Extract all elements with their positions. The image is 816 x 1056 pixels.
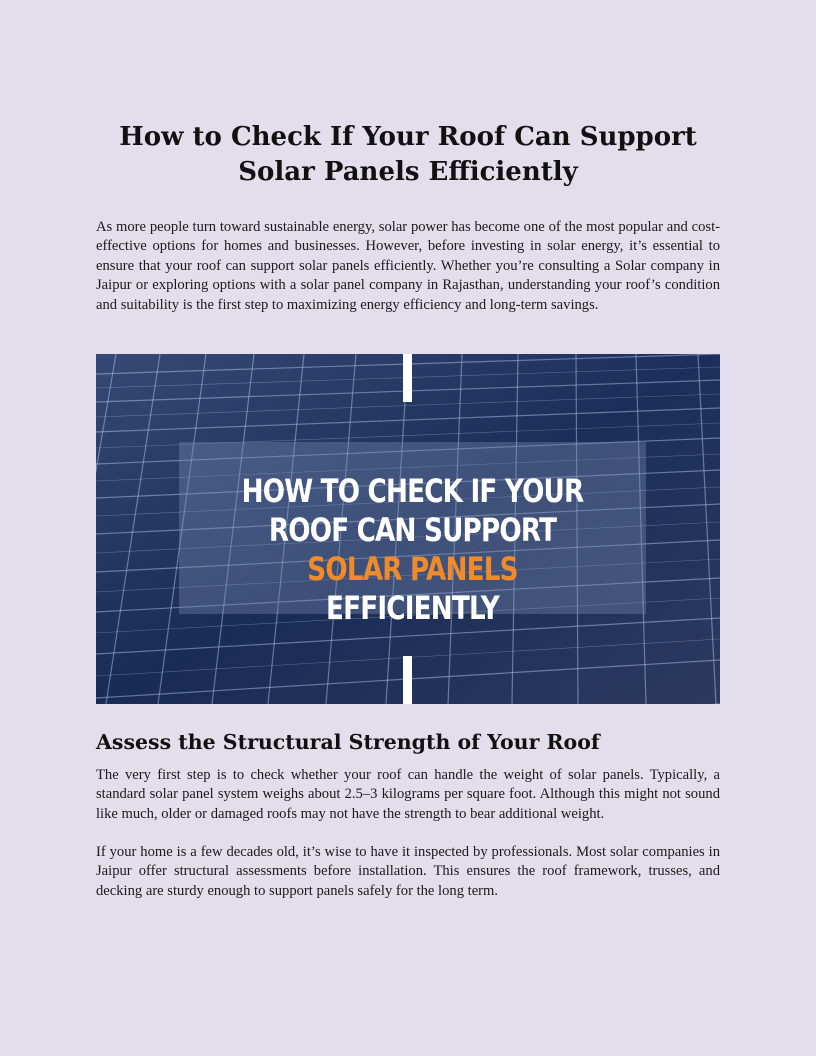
hero-line-2: ROOF CAN SUPPORT xyxy=(268,511,557,549)
hero-divider-bottom xyxy=(403,656,412,704)
section-paragraph-2: If your home is a few decades old, it’s wise to have it inspected by professionals. Most solar companies in Jaipur offer structural assessments before installation. This ensures the roof framework, trusses, and decking are sturdy enough to support panels safely for the long term. xyxy=(96,844,720,899)
hero-divider-top xyxy=(403,354,412,402)
hero-line-1: HOW TO CHECK IF YOUR xyxy=(241,472,584,510)
intro-paragraph: As more people turn toward sustainable energy, solar power has become one of the most popular and cost-effective options for homes and businesses. However, before investing in solar energy, it’s essential to ensure that your roof can support solar panels efficiently. Whether you’re consulting a Solar company in Jaipur or exploring options with a solar panel company in Rajasthan, understanding your roof’s condition and suitability is the first step to maximizing energy efficiency and long-term savings. xyxy=(96,219,720,313)
page-title: How to Check If Your Roof Can Support Solar Panels Efficiently xyxy=(119,122,697,187)
hero-image xyxy=(96,354,720,704)
section-heading: Assess the Structural Strength of Your Roof xyxy=(96,730,600,754)
hero-accent-text: SOLAR PANELS xyxy=(307,550,518,588)
hero-headline xyxy=(221,472,604,628)
section-paragraph-1: The very first step is to check whether your roof can handle the weight of solar panels. Typically, a standard solar panel system weighs about 2.5–3 kilograms per square foot. Although this might not sound like much, older or damaged roofs may not have the strength to bear additional weight. xyxy=(96,767,720,822)
hero-line-3 xyxy=(221,550,604,628)
hero-line-3-rest: EFFICIENTLY xyxy=(326,589,499,627)
